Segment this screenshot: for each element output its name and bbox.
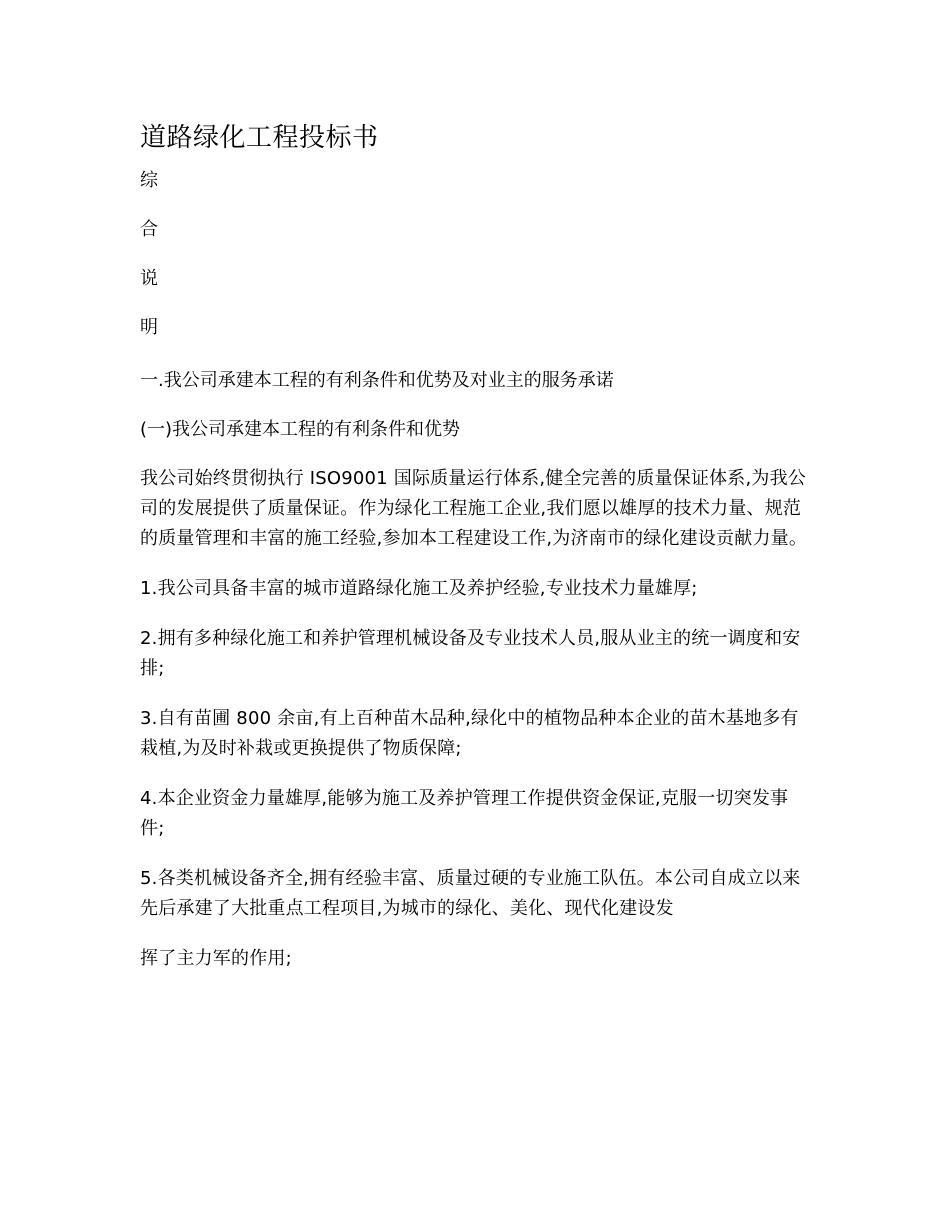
list-item: 2.拥有多种绿化施工和养护管理机械设备及专业技术人员,服从业主的统一调度和安排;: [140, 628, 801, 679]
document-title: 道路绿化工程投标书: [140, 123, 379, 153]
subsection-heading: (一)我公司承建本工程的有利条件和优势: [140, 419, 461, 440]
vertical-heading-char-2: 合: [140, 219, 158, 240]
intro-paragraph: 我公司始终贯彻执行 ISO9001 国际质量运行体系,健全完善的质量保证体系,为我公司的发展提供了质量保证。作为绿化工程施工企业,我们愿以雄厚的技术力量、规范的质量管理和丰富的施工经验,参加本工程建设工作,为济南市的绿化建设贡献力量。: [140, 468, 808, 549]
document-content: [140, 118, 812, 994]
list-item: 1.我公司具备丰富的城市道路绿化施工及养护经验,专业技术力量雄厚;: [140, 578, 698, 599]
list-item-continuation: 挥了主力军的作用;: [140, 948, 292, 969]
vertical-heading-char-4: 明: [140, 317, 158, 338]
list-item: 3.自有苗圃 800 余亩,有上百种苗木品种,绿化中的植物品种本企业的苗木基地多有栽植,为及时补栽或更换提供了物质保障;: [140, 708, 799, 759]
vertical-heading-char-3: 说: [140, 268, 158, 289]
vertical-heading-char-1: 综: [140, 170, 158, 191]
list-item: 4.本企业资金力量雄厚,能够为施工及养护管理工作提供资金保证,克服一切突发事件;: [140, 788, 789, 839]
list-item: 5.各类机械设备齐全,拥有经验丰富、质量过硬的专业施工队伍。本公司自成立以来先后承建了大批重点工程项目,为城市的绿化、美化、现代化建设发: [140, 868, 801, 919]
section-heading: 一.我公司承建本工程的有利条件和优势及对业主的服务承诺: [140, 370, 614, 391]
